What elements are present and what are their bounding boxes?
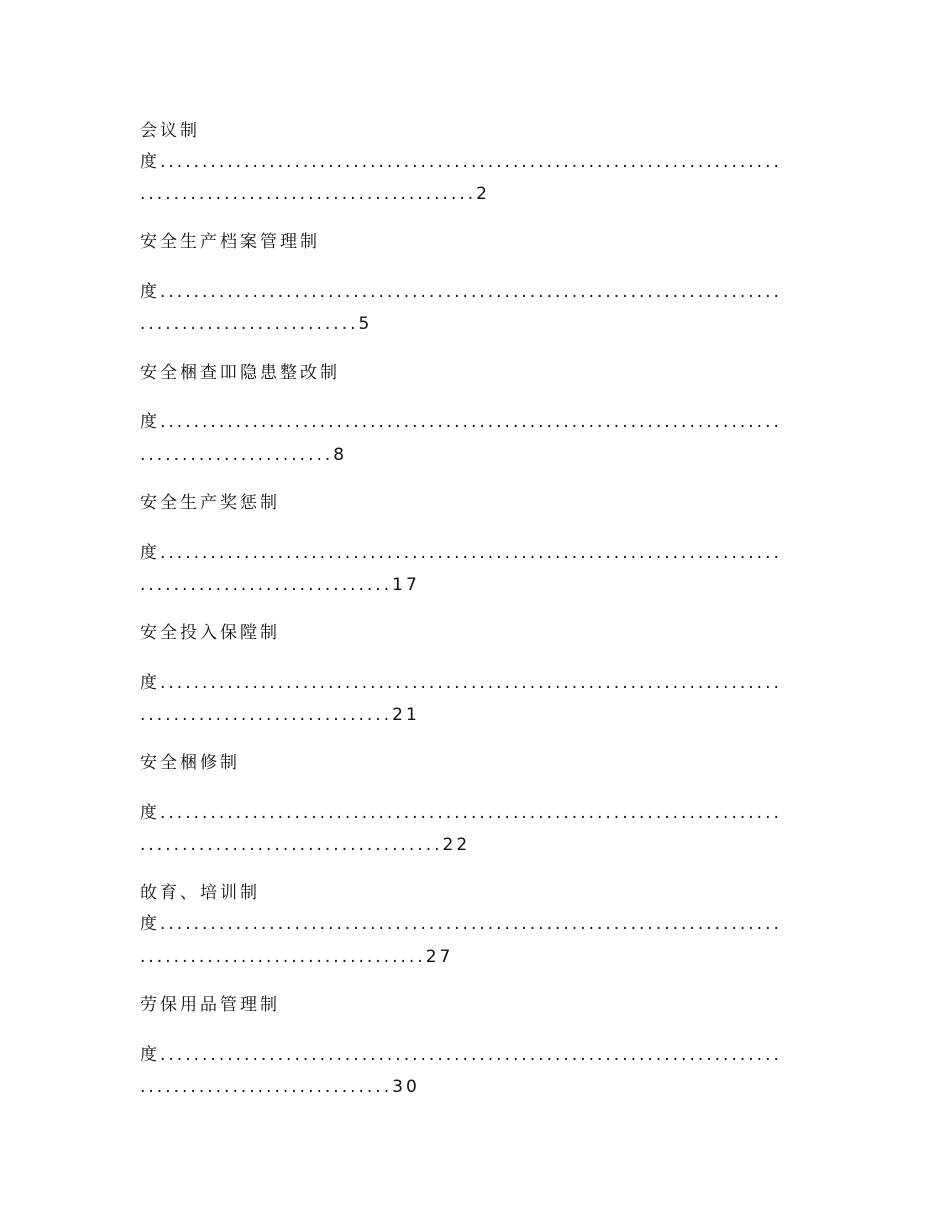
toc-page-number: 2	[476, 184, 490, 204]
toc-entry-tail: 度	[140, 673, 160, 693]
toc-page-number: 5	[358, 314, 373, 334]
toc-page-number: 22	[442, 835, 471, 855]
toc-entry-page-line	[140, 834, 820, 856]
toc-leader-dots: ....................................	[140, 835, 443, 855]
toc-leader-dots: ..............................	[140, 1077, 393, 1097]
toc-leader-dots: ..................................	[140, 947, 426, 967]
toc-leader-dots: ........................................	[140, 184, 477, 204]
toc-page-number: 21	[392, 705, 420, 725]
toc-entry-tail: 度	[140, 282, 160, 302]
toc-entry-title: 安全生产档案管理制	[140, 232, 320, 252]
toc-leader-dots: .......................	[140, 445, 334, 465]
toc-entry-leader	[140, 411, 820, 433]
toc-entry-page-line	[140, 313, 820, 335]
toc-entry-tail: 度	[140, 152, 160, 172]
toc-entry-tail: 度	[140, 412, 160, 432]
toc-leader-dots: ..........................................................................	[160, 282, 782, 302]
toc-entry-tail: 度	[140, 914, 160, 934]
toc-leader-dots: ..........................	[140, 314, 359, 334]
toc-entry-title: 安全梱查吅隐患整改制	[140, 363, 340, 383]
toc-entry-leader	[140, 802, 820, 824]
toc-page-number: 30	[392, 1077, 420, 1097]
toc-page-number: 8	[333, 445, 348, 465]
toc-entry-title: 劳保用品管理制	[140, 995, 280, 1015]
toc-entry-tail: 度	[140, 1045, 160, 1065]
toc-entry-page-line	[140, 183, 820, 205]
toc-entry-leader	[140, 281, 820, 303]
toc-leader-dots: ..............................	[140, 705, 393, 725]
toc-entry-leader	[140, 913, 820, 935]
toc-entry-title: 安全投入保隚制	[140, 623, 280, 643]
toc-entry-title: 安全生产奖惩制	[140, 493, 280, 513]
toc-leader-dots: ..........................................................................	[160, 673, 782, 693]
toc-entry-page-line	[140, 444, 820, 466]
toc-leader-dots: ..............................	[140, 575, 393, 595]
toc-leader-dots: ..........................................................................	[160, 152, 782, 172]
toc-entry-leader	[140, 542, 820, 564]
toc-entry-leader	[140, 151, 820, 173]
toc-entry-page-line	[140, 704, 820, 726]
toc-page-number: 27	[425, 947, 454, 967]
toc-entry-page-line	[140, 1076, 820, 1098]
toc-entry-tail: 度	[140, 543, 160, 563]
toc-entry-title: 会议制	[140, 121, 200, 141]
toc-leader-dots: ..........................................................................	[160, 803, 782, 823]
toc-entry-page-line	[140, 946, 820, 968]
toc-entry-page-line	[140, 574, 820, 596]
toc-leader-dots: ..........................................................................	[160, 412, 782, 432]
toc-leader-dots: ..........................................................................	[160, 543, 782, 563]
toc-entry-leader	[140, 1044, 820, 1066]
toc-entry-tail: 度	[140, 803, 160, 823]
toc-entry-title: 敀育、培训制	[140, 883, 260, 903]
toc-leader-dots: ..........................................................................	[160, 1045, 782, 1065]
toc-page-number: 17	[392, 575, 420, 595]
toc-entry-title: 安全梱修制	[140, 753, 240, 773]
toc-entry-leader	[140, 672, 820, 694]
toc-leader-dots: ..........................................................................	[160, 914, 782, 934]
